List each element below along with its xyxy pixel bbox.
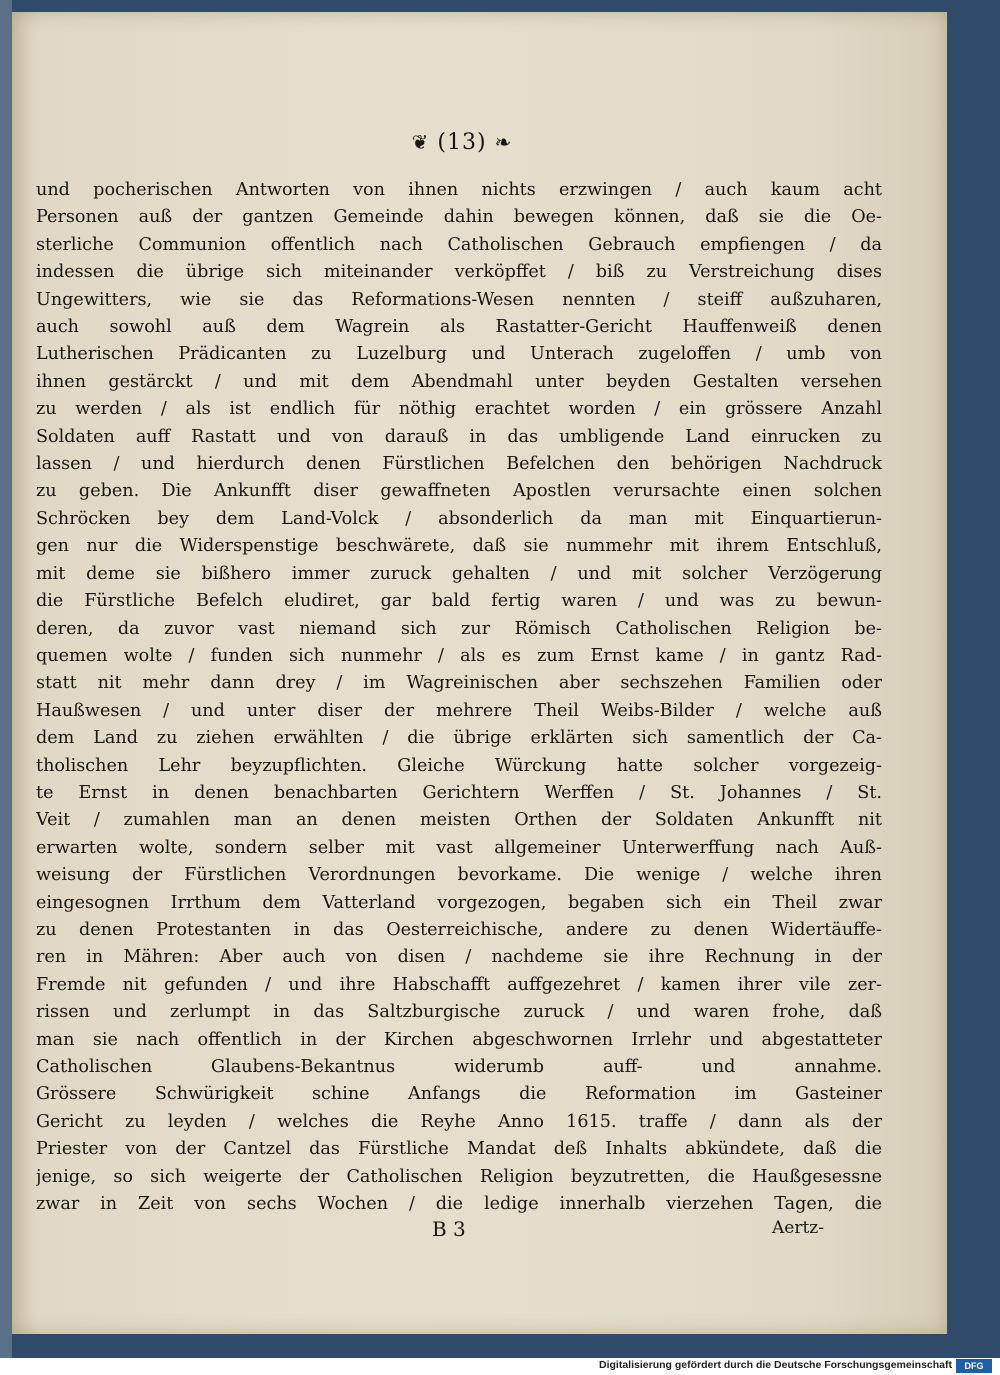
- text-line: Fremde nit gefunden / und ihre Habschafft auffgezehret / kamen ihrer vile zer-: [36, 974, 882, 995]
- text-line: Haußwesen / und unter diser der mehrere Theil Weibs-Bilder / welche auß: [36, 700, 882, 721]
- ornament-right-icon: ❧: [494, 130, 513, 154]
- text-line: ren in Mähren: Aber auch von disen / nachdeme sie ihre Rechnung in der: [36, 947, 882, 968]
- text-line: zu werden / als ist endlich für nöthig erachtet worden / ein grössere Anzahl: [36, 399, 882, 420]
- text-line: Personen auß der gantzen Gemeinde dahin bewegen können, daß sie die Oe-: [36, 207, 882, 228]
- text-line: dem Land zu ziehen erwählten / die übrige erklärten sich samentlich der Ca-: [36, 728, 882, 749]
- text-line: Soldaten auff Rastatt und von darauß in das umbligende Land einrucken zu: [36, 426, 882, 447]
- signature-mark: B 3: [432, 1217, 466, 1241]
- text-line: zu denen Protestanten in das Oesterreichische, andere zu denen Widertäuffe-: [36, 919, 882, 940]
- text-line: zwar in Zeit von sechs Wochen / die ledige innerhalb vierzehen Tagen, die: [36, 1194, 882, 1215]
- text-line: jenige, so sich weigerte der Catholischen Religion beyzutretten, die Haußgesessne: [36, 1166, 882, 1187]
- text-line: gen nur die Widerspenstige beschwärete, daß sie nummehr mit ihrem Entschluß,: [36, 536, 882, 557]
- dfg-logo-icon: DFG: [956, 1359, 992, 1373]
- book-page: [12, 12, 947, 1334]
- text-line: sterliche Communion offentlich nach Catholischen Gebrauch empfiengen / da: [36, 234, 882, 255]
- text-line: und pocherischen Antworten von ihnen nichts erzwingen / auch kaum acht: [36, 180, 882, 200]
- text-line: rissen und zerlumpt in das Saltzburgische zuruck / und waren frohe, daß: [36, 1002, 882, 1023]
- text-line: zu geben. Die Ankunfft diser gewaffneten Apostlen verursachte einen solchen: [36, 481, 882, 502]
- text-line: quemen wolte / funden sich nunmehr / als es zum Ernst kame / in gantz Rad-: [36, 645, 882, 666]
- text-line: Priester von der Cantzel das Fürstliche Mandat deß Inhalts abkündete, daß die: [36, 1139, 882, 1160]
- text-line: mit deme sie bißhero immer zuruck gehalten / und mit solcher Verzögerung: [36, 563, 882, 584]
- text-line: weisung der Fürstlichen Verordnungen bevorkame. Die wenige / welche ihren: [36, 865, 882, 886]
- text-line: Lutherischen Prädicanten zu Luzelburg und Unterach zugeloffen / umb von: [36, 344, 882, 365]
- text-line: auch sowohl auß dem Wagrein als Rastatter-Gericht Hauffenweiß denen: [36, 317, 882, 338]
- text-line: indessen die übrige sich miteinander verköpffet / biß zu Verstreichung dises: [36, 262, 882, 283]
- text-line: eingesognen Irrthum dem Vatterland vorgezogen, begaben sich ein Theil zwar: [36, 892, 882, 913]
- text-line: Grössere Schwürigkeit schine Anfangs die Reformation im Gasteiner: [36, 1084, 882, 1105]
- text-line: erwarten wolte, sondern selber mit vast allgemeiner Unterwerffung nach Auß-: [36, 837, 882, 858]
- text-line: deren, da zuvor vast niemand sich zur Römisch Catholischen Religion be-: [36, 618, 882, 639]
- footer-credit: Digitalisierung gefördert durch die Deutsche Forschungsgemeinschaft: [599, 1359, 952, 1371]
- text-line: tholischen Lehr beyzupflichten. Gleiche Würckung hatte solcher vorgezeig-: [36, 755, 882, 776]
- page-header: [372, 130, 552, 155]
- text-line: te Ernst in denen benachbarten Gerichtern Werffen / St. Johannes / St.: [36, 782, 882, 803]
- text-line: man sie nach offentlich in der Kirchen abgeschwornen Irrlehr und abgestatteter: [36, 1029, 882, 1050]
- scan-edge: [0, 0, 12, 1358]
- ornament-left-icon: ❦: [411, 130, 430, 154]
- text-line: Catholischen Glaubens-Bekantnus widerumb auff- und annahme.: [36, 1057, 882, 1077]
- catchword: Aertz-: [772, 1218, 824, 1238]
- text-line: statt nit mehr dann drey / im Wagreinischen aber sechszehen Familien oder: [36, 673, 882, 694]
- text-line: Schröcken bey dem Land-Volck / absonderlich da man mit Einquartierun-: [36, 508, 882, 529]
- text-line: Veit / zumahlen man an denen meisten Orthen der Soldaten Ankunfft nit: [36, 810, 882, 831]
- text-line: lassen / und hierdurch denen Fürstlichen Befelchen den behörigen Nachdruck: [36, 454, 882, 475]
- page-number: (13): [437, 130, 487, 155]
- body-text: [36, 177, 882, 1218]
- text-line: ihnen gestärckt / und mit dem Abendmahl unter beyden Gestalten versehen: [36, 371, 882, 392]
- text-line: die Fürstliche Befelch eludiret, gar bald fertig waren / und was zu bewun-: [36, 591, 882, 612]
- footer-bar: [0, 1358, 1000, 1375]
- text-line: Gericht zu leyden / welches die Reyhe Anno 1615. traffe / dann als der: [36, 1111, 882, 1132]
- text-line: Ungewitters, wie sie das Reformations-Wesen nennten / steiff außzuharen,: [36, 289, 882, 310]
